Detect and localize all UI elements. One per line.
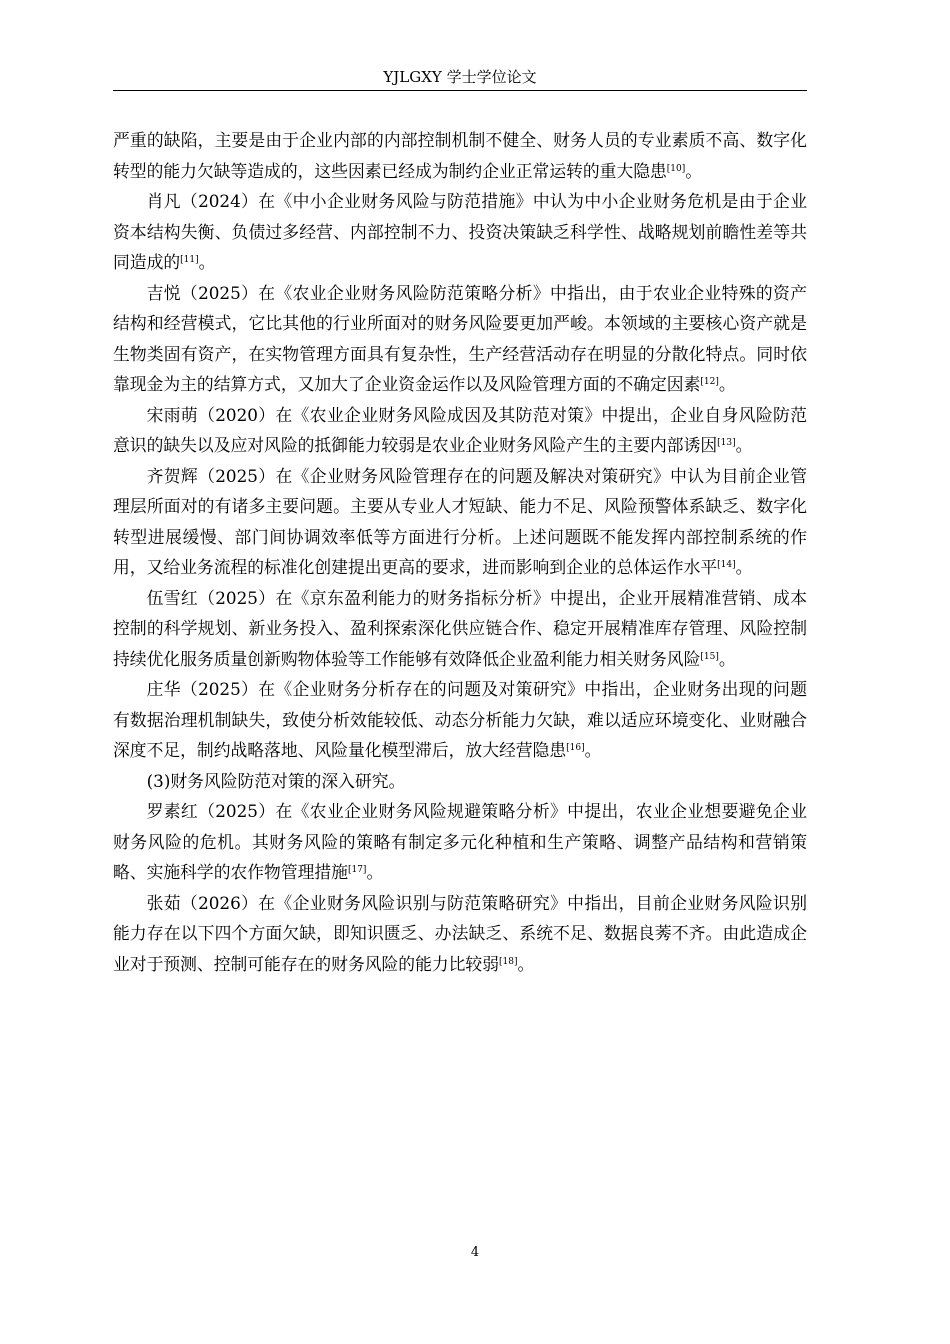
- citation-marker: [17]: [347, 865, 367, 875]
- paragraph-text: 严重的缺陷，主要是由于企业内部的内部控制机制不健全、财务人员的专业素质不高、数字化转型的能力欠缺等造成的，这些因素已经成为制约企业正常运转的重大隐患: [113, 130, 807, 181]
- paragraph-text: 肖凡（2024）在《中小企业财务风险与防范措施》中认为中小企业财务危机是由于企业资本结构失衡、负债过多经营、内部控制不力、投资决策缺乏科学性、战略规划前瞻性差等共同造成的: [113, 191, 807, 272]
- paragraph-tail: 。: [366, 862, 384, 882]
- paragraph-text: 伍雪红（2025）在《京东盈利能力的财务指标分析》中提出，企业开展精准营销、成本控制的科学规划、新业务投入、盈利探索深化供应链合作、稳定开展精准库存管理、风险控制持续优化服务质量创新购物体验等工作能够有效降低企业盈利能力相关财务风险: [113, 587, 807, 669]
- citation-marker: [11]: [180, 255, 199, 265]
- paragraph: [113, 186, 807, 278]
- paragraph-tail: 。: [584, 740, 602, 760]
- paragraph: [113, 583, 807, 675]
- paragraph-tail: 。: [735, 557, 753, 577]
- paragraph-tail: 。: [718, 374, 736, 394]
- paragraph-tail: 。: [718, 648, 736, 669]
- paragraph: [113, 400, 807, 461]
- citation-marker: [15]: [700, 651, 719, 662]
- citation-marker: [16]: [566, 743, 585, 753]
- section-subheading: [113, 766, 807, 797]
- paragraph: [113, 125, 807, 186]
- citation-marker: [18]: [498, 956, 518, 967]
- paragraph: [113, 278, 807, 400]
- paragraph: [113, 796, 807, 888]
- citation-marker: [14]: [717, 560, 736, 570]
- paragraph-text: 庄华（2025）在《企业财务分析存在的问题及对策研究》中指出，企业财务出现的问题有数据治理机制缺失，致使分析效能较低、动态分析能力欠缺，难以适应环境变化、业财融合深度不足，制约战略落地、风险量化模型滞后，放大经营隐患: [113, 679, 807, 760]
- paragraph-text: (3)财务风险防范对策的深入研究。: [146, 770, 406, 791]
- paragraph-text: 宋雨萌（2020）在《农业企业财务风险成因及其防范对策》中提出，企业自身风险防范意识的缺失以及应对风险的抵御能力较弱是农业企业财务风险产生的主要内部诱因: [113, 404, 807, 455]
- paragraph-tail: 。: [198, 252, 216, 272]
- paragraph-tail: 。: [735, 435, 753, 455]
- paragraph: [113, 674, 807, 766]
- page-number: 4: [470, 1245, 480, 1260]
- citation-marker: [13]: [717, 438, 736, 448]
- paragraph: [113, 888, 807, 980]
- header-divider: [113, 90, 807, 91]
- paragraph-text: 齐贺辉（2025）在《企业财务风险管理存在的问题及解决对策研究》中认为目前企业管理层所面对的有诸多主要问题。主要从专业人才短缺、能力不足、风险预警体系缺乏、数字化转型进展缓慢、部门间协调效率低等方面进行分析。上述问题既不能发挥内部控制系统的作用，又给业务流程的标准化创建提出更高的要求，进而影响到企业的总体运作水平: [113, 465, 807, 577]
- running-header: YJLGXY 学士学位论文: [383, 68, 537, 86]
- paragraph: [113, 461, 807, 583]
- citation-marker: [10]: [666, 163, 686, 174]
- paragraph-text: 吉悦（2025）在《农业企业财务风险防范策略分析》中指出，由于农业企业特殊的资产结构和经营模式，它比其他的行业所面对的财务风险要更加严峻。本领域的主要核心资产就是生物类固有资产，在实物管理方面具有复杂性，生产经营活动存在明显的分散化特点。同时依靠现金为主的结算方式，又加大了企业资金运作以及风险管理方面的不确定因素: [113, 282, 807, 394]
- document-body: [113, 125, 807, 979]
- citation-marker: [12]: [700, 377, 719, 387]
- paragraph-tail: 。: [685, 160, 703, 181]
- paragraph-tail: 。: [517, 953, 535, 974]
- paragraph-text: 罗素红（2025）在《农业企业财务风险规避策略分析》中提出，农业企业想要避免企业财务风险的危机。其财务风险的策略有制定多元化种植和生产策略、调整产品结构和营销策略、实施科学的农作物管理措施: [113, 801, 807, 882]
- paragraph-text: 张茹（2026）在《企业财务风险识别与防范策略研究》中指出，目前企业财务风险识别能力存在以下四个方面欠缺，即知识匮乏、办法缺乏、系统不足、数据良莠不齐。由此造成企业对于预测、控制可能存在的财务风险的能力比较弱: [113, 892, 807, 974]
